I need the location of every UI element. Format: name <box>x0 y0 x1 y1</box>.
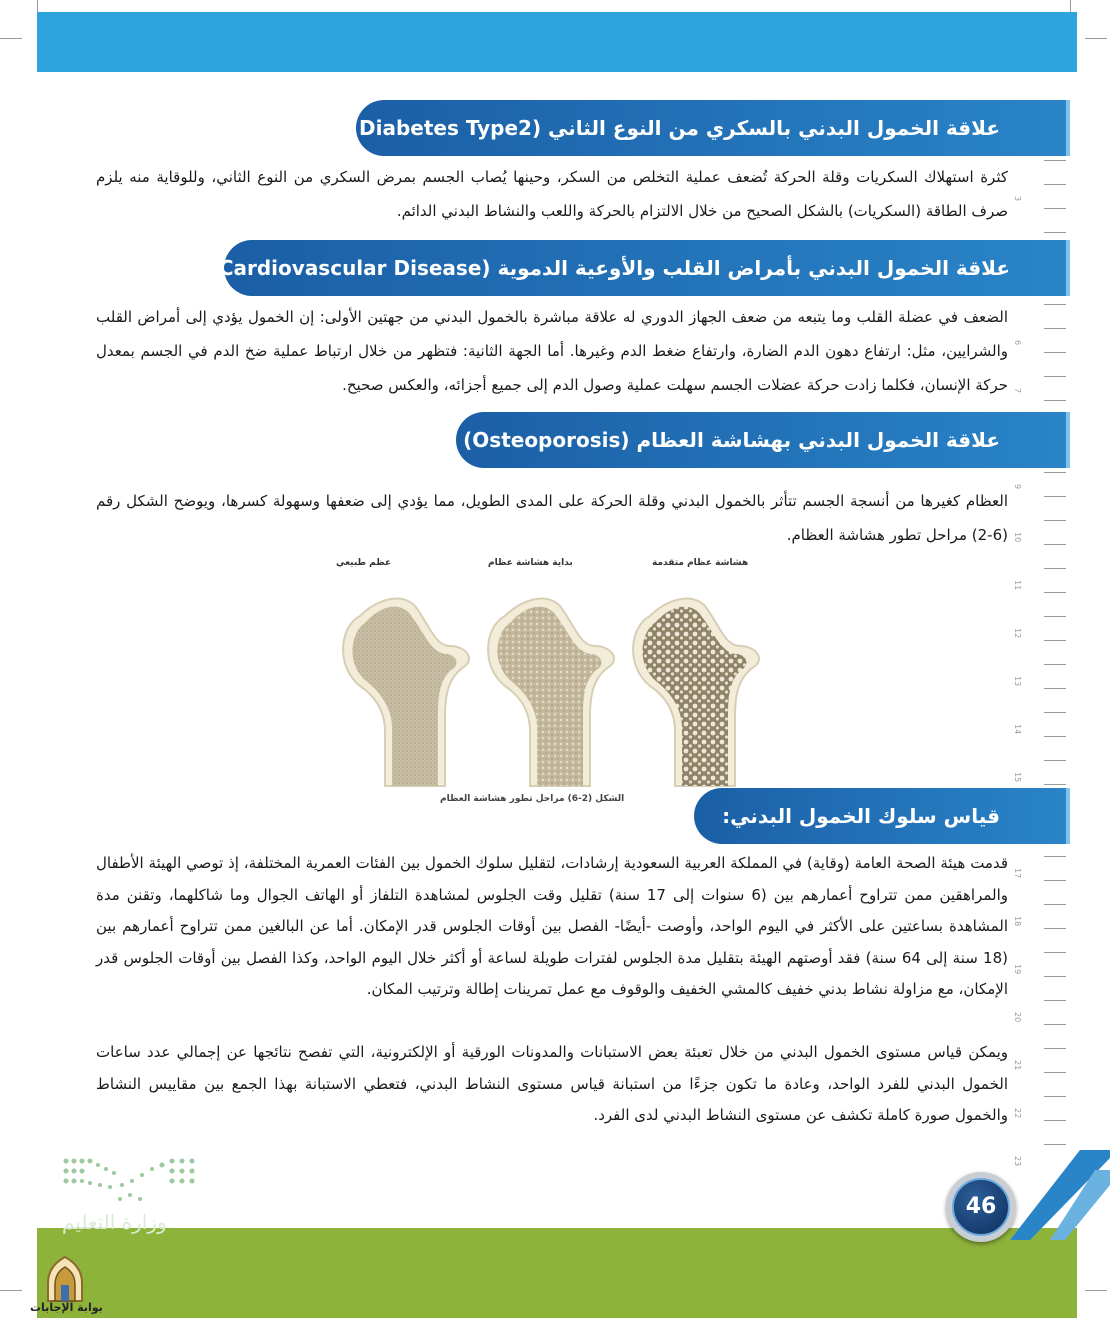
footer-stripes <box>1010 1150 1110 1240</box>
ruler-number: 17 <box>1013 868 1022 879</box>
ruler-number: 22 <box>1013 1108 1022 1119</box>
ruler-number: 10 <box>1013 532 1022 543</box>
paragraph-measure-2: ويمكن قياس مستوى الخمول البدني من خلال تعبئة بعض الاستبانات والمدونات الورقية أو الإلكترونية، التي تفصح نتائجها عن إجمالي عدد ساعات الخمول البدني للفرد الواحد، وعادة ما تكون جزءًا من استبانة قياس مستوى النشاط البدني، فتعطي الاستبانة بهذا الجمع بين مقاييس النشاط والخمول صورة كاملة تكشف عن مستوى النشاط البدني لدى الفرد. <box>96 1043 1008 1124</box>
figure-caption: الشكل (2-6) مراحل تطور هشاشة العظام <box>440 794 625 804</box>
ruler-number: 21 <box>1013 1060 1022 1071</box>
ruler-number: 6 <box>1013 340 1022 346</box>
normal-bone <box>343 599 469 786</box>
page-number-badge <box>946 1172 1016 1242</box>
ruler-number: 12 <box>1013 628 1022 639</box>
crop-mark <box>37 0 38 12</box>
line-ruler <box>1013 60 1070 1170</box>
crop-mark <box>1085 38 1107 39</box>
crop-mark <box>0 1290 22 1291</box>
early-osteoporosis-bone <box>488 599 614 786</box>
ministry-logo-text: وزارة التعليم <box>62 1210 167 1234</box>
heading-osteoporosis: علاقة الخمول البدني بهشاشة العظام (Osteoporosis) : <box>456 412 1070 468</box>
ruler-number: 19 <box>1013 964 1022 975</box>
ruler-number: 11 <box>1013 580 1022 591</box>
paragraph-osteoporosis: العظام كغيرها من أنسجة الجسم تتأثر بالخمول البدني وقلة الحركة على المدى الطويل، مما يؤدي إلى ضعفها وسهولة كسرها، ويوضح الشكل رقم (6-2) مراحل تطور هشاشة العظام. <box>96 492 1008 544</box>
ruler-number: 7 <box>1013 388 1022 394</box>
paragraph-cardio: الضعف في عضلة القلب وما يتبعه من ضعف الجهاز الدوري له علاقة مباشرة بالخمول البدني من جهتين الأولى: إن الخمول يؤدي إلى أمراض القلب والشرايين، مثل: ارتفاع دهون الدم الضارة، وارتفاع ضغط الدم وغيرها. أما الجهة الثانية: فتظهر من خلال ارتباط عملية ضخ الدم في الجسم بمعدل حركة الإنسان، فكلما زادت حركة عضلات الجسم سهلت عملية وصول الدم إلى جميع أجزائه، والعكس صحيح. <box>96 308 1008 394</box>
crop-mark <box>1085 1290 1107 1291</box>
ruler-number: 15 <box>1013 772 1022 783</box>
heading-diabetes: علاقة الخمول البدني بالسكري من النوع الثاني (Diabetes Type2) <box>356 100 1070 156</box>
bone-stages-illustration <box>320 578 760 780</box>
ministry-logo-dots <box>60 1155 200 1205</box>
ruler-number: 13 <box>1013 676 1022 687</box>
top-color-band <box>37 12 1077 72</box>
ruler-number: 20 <box>1013 1012 1022 1023</box>
paragraph-diabetes: كثرة استهلاك السكريات وقلة الحركة تُضعف عملية التخلص من السكر، وحينها يُصاب الجسم بمرض السكري من النوع الثاني، وللوقاية منه يلزم صرف الطاقة (السكريات) بالشكل الصحيح من خلال الالتزام بالحركة واللعب والنشاط البدني الدائم. <box>96 168 1008 220</box>
page-number: 46 <box>952 1178 1010 1236</box>
paragraph-measure-1: قدمت هيئة الصحة العامة (وقاية) في المملكة العربية السعودية إرشادات، لتقليل سلوك الخمول بين الفئات العمرية المختلفة، إذ توصي الهيئة الأطفال والمراهقين ممن تتراوح أعمارهم بين (6 سنوات إلى 17 سنة) تقليل وقت الجلوس لمشاهدة التلفاز أو الهاتف الجوال وما شاكلهما، وتقنن مدة المشاهدة بساعتين على الأكثر في اليوم الواحد، وأوصت -أيضًا- الفصل بين أوقات الجلوس قدر الإمكان. أما عن البالغين ممن تتراوح أعمارهم بين (18 سنة إلى 64 سنة) فقد أوصتهم الهيئة بتقليل مدة الجلوس لفترات طويلة لساعة أو أكثر خلال اليوم الواحد، وكذا الفصل بين أوقات الجلوس قدر الإمكان، مع مزاولة نشاط بدني خفيف كالمشي الخفيف والوقوف مع عمل تمرينات إطالة وترتيب المكان. <box>96 854 1008 998</box>
ruler-number: 9 <box>1013 484 1022 490</box>
figure-label-early: بداية هشاشة عظام <box>488 558 573 568</box>
heading-measure: قياس سلوك الخمول البدني: <box>694 788 1070 844</box>
figure-label-normal: عظم طبيعي <box>336 558 392 568</box>
ruler-number: 14 <box>1013 724 1022 735</box>
ruler-number: 23 <box>1013 1156 1022 1167</box>
ruler-number: 3 <box>1013 196 1022 202</box>
gateway-logo-icon <box>42 1255 88 1303</box>
gateway-logo-text: بوابة الإجابات <box>30 1301 103 1314</box>
figure-label-advanced: هشاشة عظام متقدمة <box>652 558 749 568</box>
heading-cardio: علاقة الخمول البدني بأمراض القلب والأوعية الدموية (Cardiovascular Disease): <box>224 240 1070 296</box>
advanced-osteoporosis-bone <box>633 599 759 786</box>
ruler-number: 18 <box>1013 916 1022 927</box>
crop-mark <box>0 38 22 39</box>
footer-green-band <box>37 1228 1077 1318</box>
crop-mark <box>1070 0 1071 12</box>
